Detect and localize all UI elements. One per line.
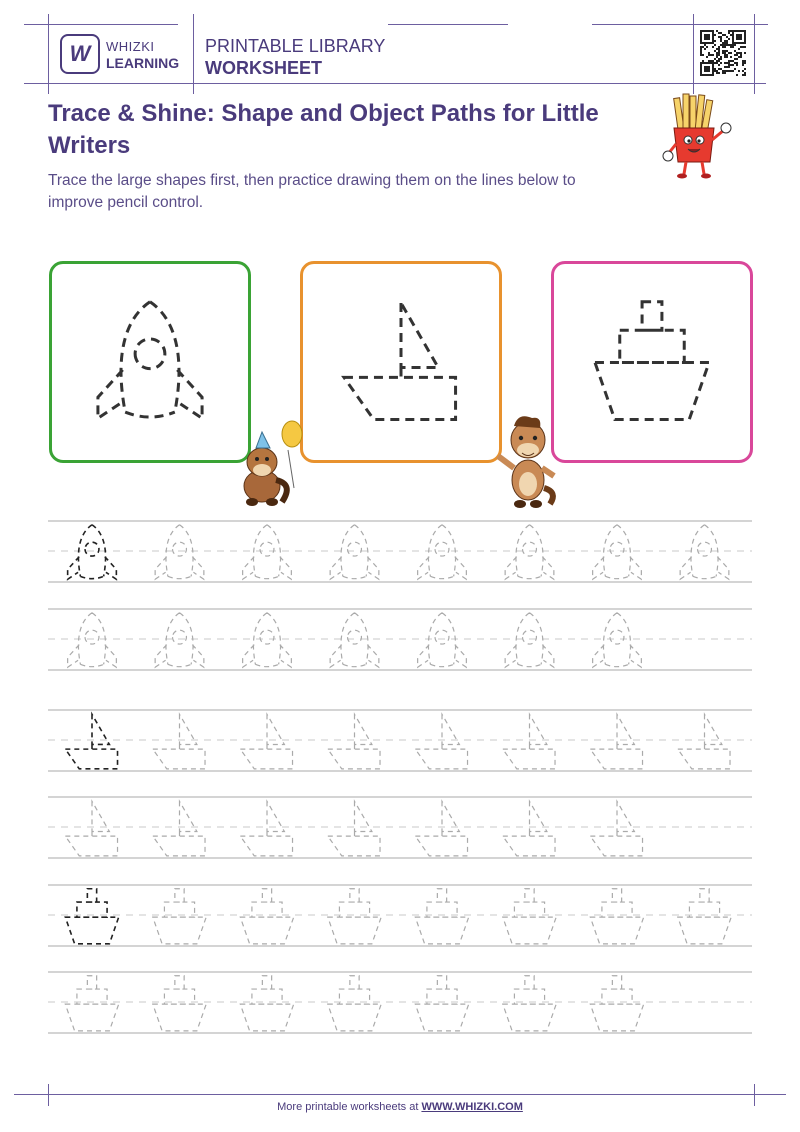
boat-trace-shape [65,801,117,856]
rocket-trace-shape [98,302,202,419]
boat-path [590,801,642,856]
ship-trace-shape [153,889,206,944]
rocket-trace-shape [330,525,379,580]
rocket-path [68,613,117,668]
boat-trace-shape [590,714,642,769]
boat-trace-shape [65,714,117,769]
ship-path [65,976,118,1031]
ship-trace-shape [240,976,293,1031]
rocket-trace-shape [418,613,467,668]
boat-path [153,801,205,856]
rocket-path [330,613,379,668]
ship-trace-shape [328,976,381,1031]
boat-path [503,714,555,769]
rocket-trace-shape [68,525,117,580]
rocket-path [98,302,202,419]
boat-path [240,714,292,769]
ship-path [65,889,118,944]
frame-line [388,24,508,25]
rocket-trace-shape [593,525,642,580]
boat-path [344,303,456,420]
ship-path [678,889,731,944]
boat-path [65,714,117,769]
boat-path [240,801,292,856]
boat-trace-shape [503,801,555,856]
ship-trace-shape [415,889,468,944]
footer-line [14,1094,786,1095]
rocket-trace-shape [505,613,554,668]
ship-path [503,976,556,1031]
frame-line [193,14,194,94]
ship-trace-shape [415,976,468,1031]
ship-trace-shape [678,889,731,944]
rocket-trace-shape [155,525,204,580]
ship-path [153,976,206,1031]
boat-path [328,714,380,769]
waving-horse-icon [488,408,568,512]
shape-card-boat [300,261,502,463]
brand-name-top: WHIZKI [106,39,155,54]
rocket-path [593,613,642,668]
ship-trace-shape [503,889,556,944]
horse-with-balloon-icon [232,410,312,510]
ship-trace-shape [590,889,643,944]
rocket-path [593,525,642,580]
rocket-path [68,525,117,580]
frame-line [48,14,49,94]
shape-card-rocket [49,261,251,463]
ship-path [590,976,643,1031]
frame-line [693,14,694,94]
boat-path [590,714,642,769]
boat-trace-shape [153,801,205,856]
frame-line [36,24,178,25]
boat-trace-shape [415,801,467,856]
rocket-trace-shape [418,525,467,580]
ship-path [240,976,293,1031]
boat-trace-shape [503,714,555,769]
boat-trace-shape [678,714,730,769]
page-title: Trace & Shine: Shape and Object Paths for Little Writers [48,100,599,159]
frame-line [592,24,768,25]
rocket-path [155,525,204,580]
qr-code-icon [700,30,746,76]
boat-path [678,714,730,769]
boat-path [328,801,380,856]
ship-trace-shape [65,889,118,944]
ship-path [328,889,381,944]
rocket-path [155,613,204,668]
ship-path [415,976,468,1031]
page-subtitle: Trace the large shapes first, then practice drawing them on the lines below to improve pencil control. [48,172,576,211]
rocket-trace-shape [243,525,292,580]
ship-path [153,889,206,944]
logo-letter: W [69,41,91,66]
ship-trace-shape [240,889,293,944]
rocket-path [418,613,467,668]
ship-trace-shape [503,976,556,1031]
rocket-path [330,525,379,580]
ship-path [590,889,643,944]
rocket-trace-shape [593,613,642,668]
boat-trace-shape [328,714,380,769]
ship-path [595,302,709,420]
footer [0,1101,800,1113]
rocket-path [243,525,292,580]
rocket-trace-shape [330,613,379,668]
boat-trace-shape [328,801,380,856]
rocket-trace-shape [68,613,117,668]
ship-path [240,889,293,944]
ship-trace-shape [595,302,709,420]
footer-text: More printable worksheets at [277,1101,422,1113]
ship-path [328,976,381,1031]
ship-trace-shape [590,976,643,1031]
rocket-trace-shape [680,525,729,580]
rocket-path [243,613,292,668]
rocket-path [505,525,554,580]
boat-path [415,714,467,769]
whizki-logo [60,34,100,74]
card-shape-canvas [554,264,750,460]
boat-path [65,801,117,856]
boat-trace-shape [240,714,292,769]
rocket-path [680,525,729,580]
card-shape-canvas [52,264,248,460]
frame-line [24,83,766,84]
ship-trace-shape [328,889,381,944]
library-label: PRINTABLE LIBRARY [205,36,386,56]
boat-trace-shape [153,714,205,769]
brand-name-bottom: LEARNING [106,55,180,71]
rocket-trace-shape [243,613,292,668]
boat-trace-shape [415,714,467,769]
fries-mascot-icon [662,92,742,180]
boat-trace-shape [344,303,456,420]
ship-trace-shape [153,976,206,1031]
boat-trace-shape [590,801,642,856]
footer-link[interactable]: WWW.WHIZKI.COM [421,1101,523,1113]
boat-trace-shape [240,801,292,856]
rocket-path [418,525,467,580]
worksheet-label: WORKSHEET [205,58,322,78]
card-shape-canvas [303,264,499,460]
boat-path [415,801,467,856]
ship-path [503,889,556,944]
frame-line [754,14,755,94]
rocket-trace-shape [155,613,204,668]
boat-path [503,801,555,856]
ship-path [415,889,468,944]
rocket-trace-shape [505,525,554,580]
boat-path [153,714,205,769]
shape-card-ship [551,261,753,463]
ship-trace-shape [65,976,118,1031]
rocket-path [505,613,554,668]
